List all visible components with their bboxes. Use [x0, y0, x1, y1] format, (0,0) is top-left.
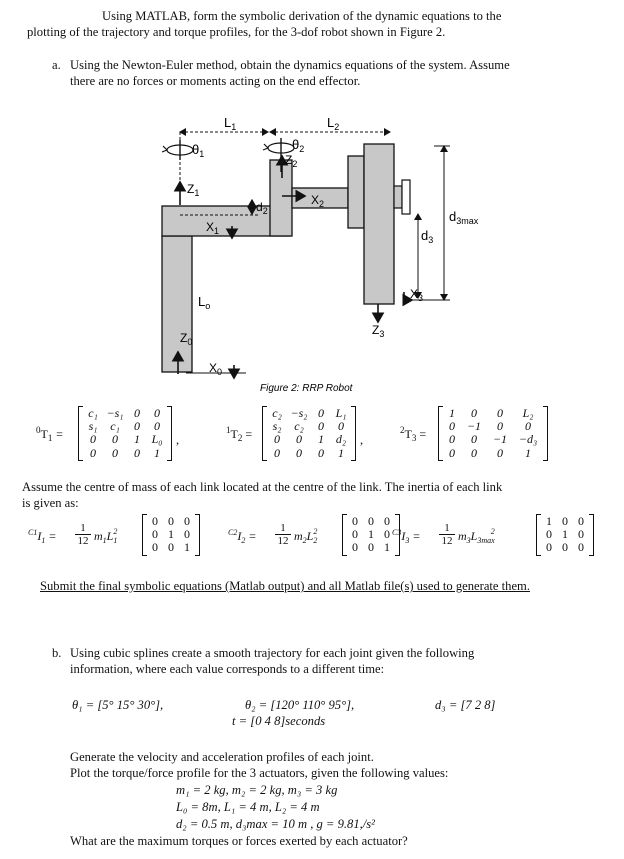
submit-instruction: Submit the final symbolic equations (Matlab output) and all Matlab file(s) used to generate them.: [40, 579, 530, 593]
part-b-marker: b.: [52, 646, 62, 660]
part-a-line-2: there are no forces or moments acting on the end effector.: [70, 74, 361, 88]
label-z3: $Z_3$: [372, 323, 385, 339]
time-values: t = [0 4 8]seconds: [232, 714, 326, 728]
robot-figure: [0, 0, 624, 400]
label-x2: $X_2$: [311, 193, 325, 209]
part-b-line-1: Using cubic splines create a smooth trajectory for each joint given the following: [70, 646, 475, 660]
label-x1: $X_1$: [206, 220, 220, 236]
theta1-values: θ₁ = [5° 15° 30°],: [72, 698, 164, 712]
theta2-values: θ₂ = [120° 110° 95°],: [245, 698, 355, 712]
figure-caption: Figure 2: RRP Robot: [260, 383, 353, 394]
inertia-I2: $^{C2}I_2$ = 1 12 $m_2L_2^2$ 0 0 0 0 1 0 0 0 1: [228, 512, 414, 560]
max-torque-question: What are the maximum torques or forces exerted by each actuator?: [70, 834, 408, 848]
d3-values: d₃ = [7 2 8]: [435, 698, 496, 712]
part-a-marker: a.: [52, 58, 61, 72]
length-values: L₀ = 8m, L₁ = 4 m, L₂ = 4 m: [176, 800, 320, 814]
inertia-I1: $^{C1}I_1$ = 1 12 $m_1L_1^2$ 0 0 0 0 1 0 0 0 1: [28, 512, 214, 560]
label-d3max: $d_{3max}$: [449, 209, 479, 226]
com-line-1: Assume the centre of mass of each link located at the centre of the link. The inertia of each link: [22, 480, 503, 494]
label-d3: $d_3$: [421, 228, 434, 245]
label-z2: $Z_2$: [285, 153, 298, 169]
link-0: [162, 236, 192, 372]
label-z1: $Z_1$: [187, 182, 200, 198]
label-z0: $Z_0$: [180, 331, 193, 347]
link-1: [162, 160, 292, 236]
link-3: [364, 144, 410, 304]
label-x0: $X_0$: [209, 361, 223, 377]
label-theta2: $\theta_2$: [292, 137, 305, 154]
intro-line-1: Using MATLAB, form the symbolic derivation of the dynamic equations to the: [102, 9, 502, 23]
label-L0: $L_o$: [198, 294, 211, 311]
label-L1: $L_1$: [224, 115, 237, 132]
label-x3: $X_3$: [410, 287, 424, 303]
label-L2: $L_2$: [327, 115, 340, 132]
plot-instruction: Plot the torque/force profile for the 3 actuators, given the following values:: [70, 766, 449, 780]
generate-instruction: Generate the velocity and acceleration profiles of each joint.: [70, 750, 374, 764]
mass-values: m₁ = 2 kg, m₂ = 2 kg, m₃ = 3 kg: [176, 783, 338, 797]
link-2: [292, 156, 364, 228]
part-b-line-2: information, where each value corresponds to a different time:: [70, 662, 385, 676]
com-line-2: is given as:: [22, 496, 79, 510]
intro-line-2: plotting of the trajectory and torque profiles, for the 3-dof robot shown in Figure 2.: [27, 25, 446, 39]
label-d2: $d_2$: [256, 200, 268, 216]
part-a-line-1: Using the Newton-Euler method, obtain the dynamics equations of the system. Assume: [70, 58, 510, 72]
label-theta1: $\theta_1$: [192, 142, 205, 159]
extension-values: d₂ = 0.5 m, d₃max = 10 m , g = 9.81,/s²: [176, 817, 375, 831]
inertia-I3: $^{C3}I_3$ = 1 12 $m_3L_{3max}^2$ 1 0 0 0 1 0 0 0 0: [392, 512, 608, 560]
